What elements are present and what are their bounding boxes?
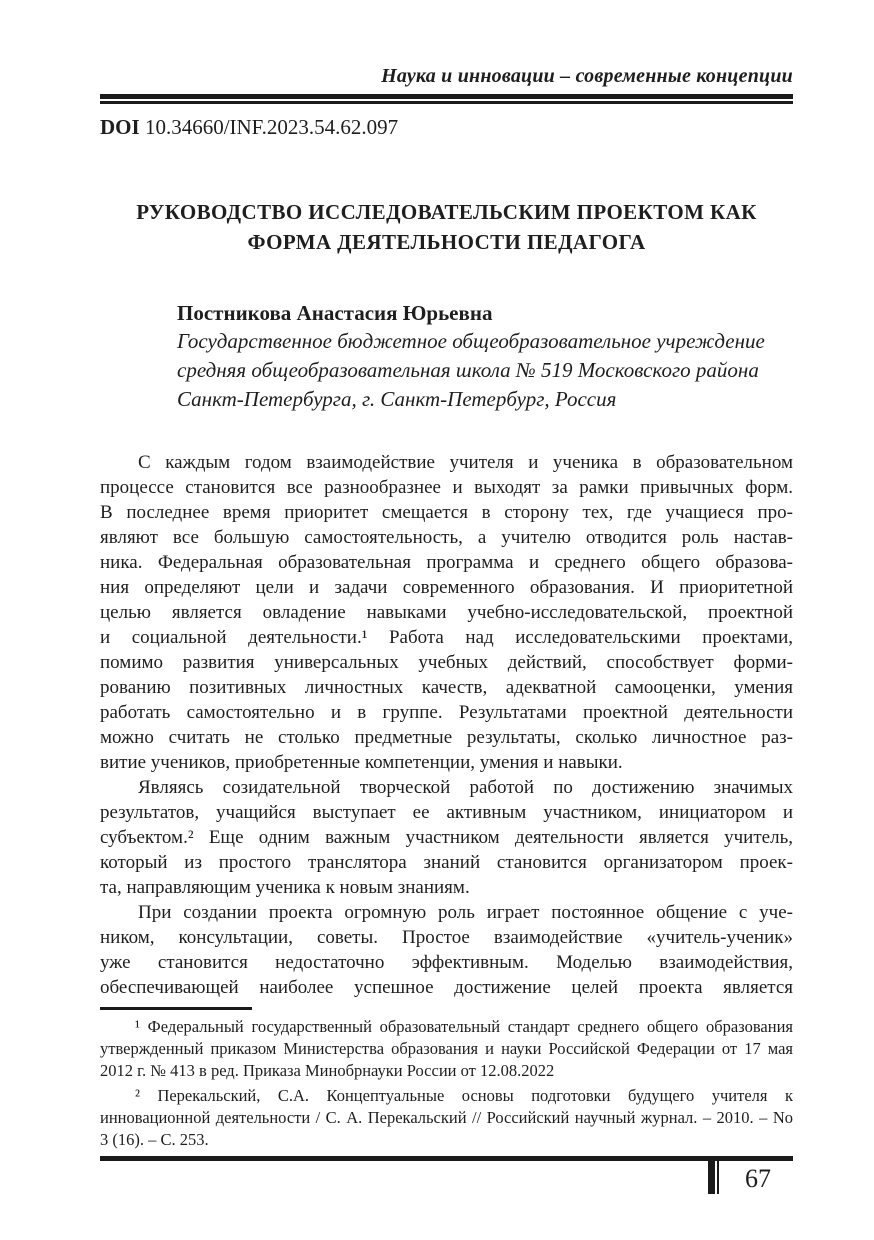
body-line: являют все большую самостоятельность, а учителю отводится роль настав-: [100, 527, 793, 548]
body-line: та, направляющим ученика к новым знаниям.: [100, 877, 470, 898]
body-line: ника. Федеральная образовательная программа и среднего общего образова-: [100, 552, 793, 573]
body-line: витие учеников, приобретенные компетенции, умения и навыки.: [100, 752, 623, 773]
journal-title: Наука и инновации – современные концепции: [381, 65, 793, 87]
body-line: и социальной деятельности.¹ Работа над исследовательскими проектами,: [100, 627, 793, 648]
body-line: субъектом.² Еще одним важным участником деятельности является учитель,: [100, 827, 793, 848]
affiliation-line: Санкт-Петербурга, г. Санкт-Петербург, Россия: [177, 387, 617, 411]
doi-label: DOI: [100, 115, 140, 139]
paragraph: [100, 450, 793, 775]
article-title-line: ФОРМА ДЕЯТЕЛЬНОСТИ ПЕДАГОГА: [247, 230, 646, 254]
author-affiliation: [177, 327, 793, 414]
body-line: С каждым годом взаимодействие учителя и ученика в образовательном: [138, 452, 793, 473]
body-line: который из простого транслятора знаний становится организатором проек-: [100, 852, 793, 873]
body-line: рованию позитивных личностных качеств, адекватной самооценки, умения: [100, 677, 793, 698]
article-title: [100, 197, 793, 257]
article-title-line: РУКОВОДСТВО ИССЛЕДОВАТЕЛЬСКИМ ПРОЕКТОМ КАК: [136, 200, 757, 224]
footnote-line: 2012 г. № 413 в ред. Приказа Минобрнауки России от 12.08.2022: [100, 1061, 555, 1080]
footnote-line: утвержденный приказом Министерства образования и науки Российской Федерации от 17 мая: [100, 1039, 793, 1058]
paragraph: [100, 900, 793, 1000]
page-number-double-bar: [708, 1161, 719, 1194]
footnote-line: ² Перекальский, С.А. Концептуальные основы подготовки будущего учителя к: [135, 1086, 793, 1105]
body-line: целью является овладение навыками учебно-исследовательской, проектной: [100, 602, 793, 623]
body-line: ния определяют цели и задачи современного образования. И приоритетной: [100, 577, 793, 598]
footnote: [100, 1085, 793, 1151]
body-line: результатов, учащийся выступает ее активным участником, инициатором и: [100, 802, 793, 823]
body-line: обеспечивающей наиболее успешное достижение целей проекта является: [100, 977, 793, 998]
body-line: можно считать не столько предметные результаты, сколько личностное раз-: [100, 727, 793, 748]
body-line: работать самостоятельно и в группе. Результатами проектной деятельности: [100, 702, 793, 723]
doi-value: 10.34660/INF.2023.54.62.097: [144, 115, 399, 139]
paragraph: [100, 775, 793, 900]
footnotes-list: [100, 1016, 793, 1151]
body-text: [100, 450, 793, 1000]
footnote-line: инновационной деятельности / С. А. Перекальский // Российский научный журнал. – 2010. – No: [100, 1108, 793, 1127]
page-number: 67: [745, 1164, 771, 1193]
body-line: процессе становится все разнообразнее и выходят за рамки привычных форм.: [100, 477, 793, 498]
page-footer: [100, 1161, 793, 1205]
author-name: Постникова Анастасия Юрьевна: [177, 301, 493, 325]
affiliation-line: Государственное бюджетное общеобразовательное учреждение: [177, 329, 765, 353]
affiliation-line: средняя общеобразовательная школа № 519 Московского района: [177, 358, 759, 382]
footnote-line: 3 (16). – С. 253.: [100, 1130, 209, 1149]
author-block: [100, 299, 793, 414]
header-double-rule: [100, 94, 793, 104]
doi-line: [100, 114, 793, 141]
footnote-separator-rule: [100, 1007, 252, 1010]
body-line: помимо развития универсальных учебных действий, способствует форми-: [100, 652, 793, 673]
body-line: В последнее время приоритет смещается в сторону тех, где учащиеся про-: [100, 502, 793, 523]
body-line: уже становится недостаточно эффективным. Моделью взаимодействия,: [100, 952, 793, 973]
body-line: ником, консультации, советы. Простое взаимодействие «учитель-ученик»: [100, 927, 793, 948]
footnote: [100, 1016, 793, 1082]
footnote-line: ¹ Федеральный государственный образовательный стандарт среднего общего образования: [135, 1017, 793, 1036]
body-line: При создании проекта огромную роль играет постоянное общение с уче-: [138, 902, 793, 923]
body-line: Являясь созидательной творческой работой по достижению значимых: [138, 777, 793, 798]
